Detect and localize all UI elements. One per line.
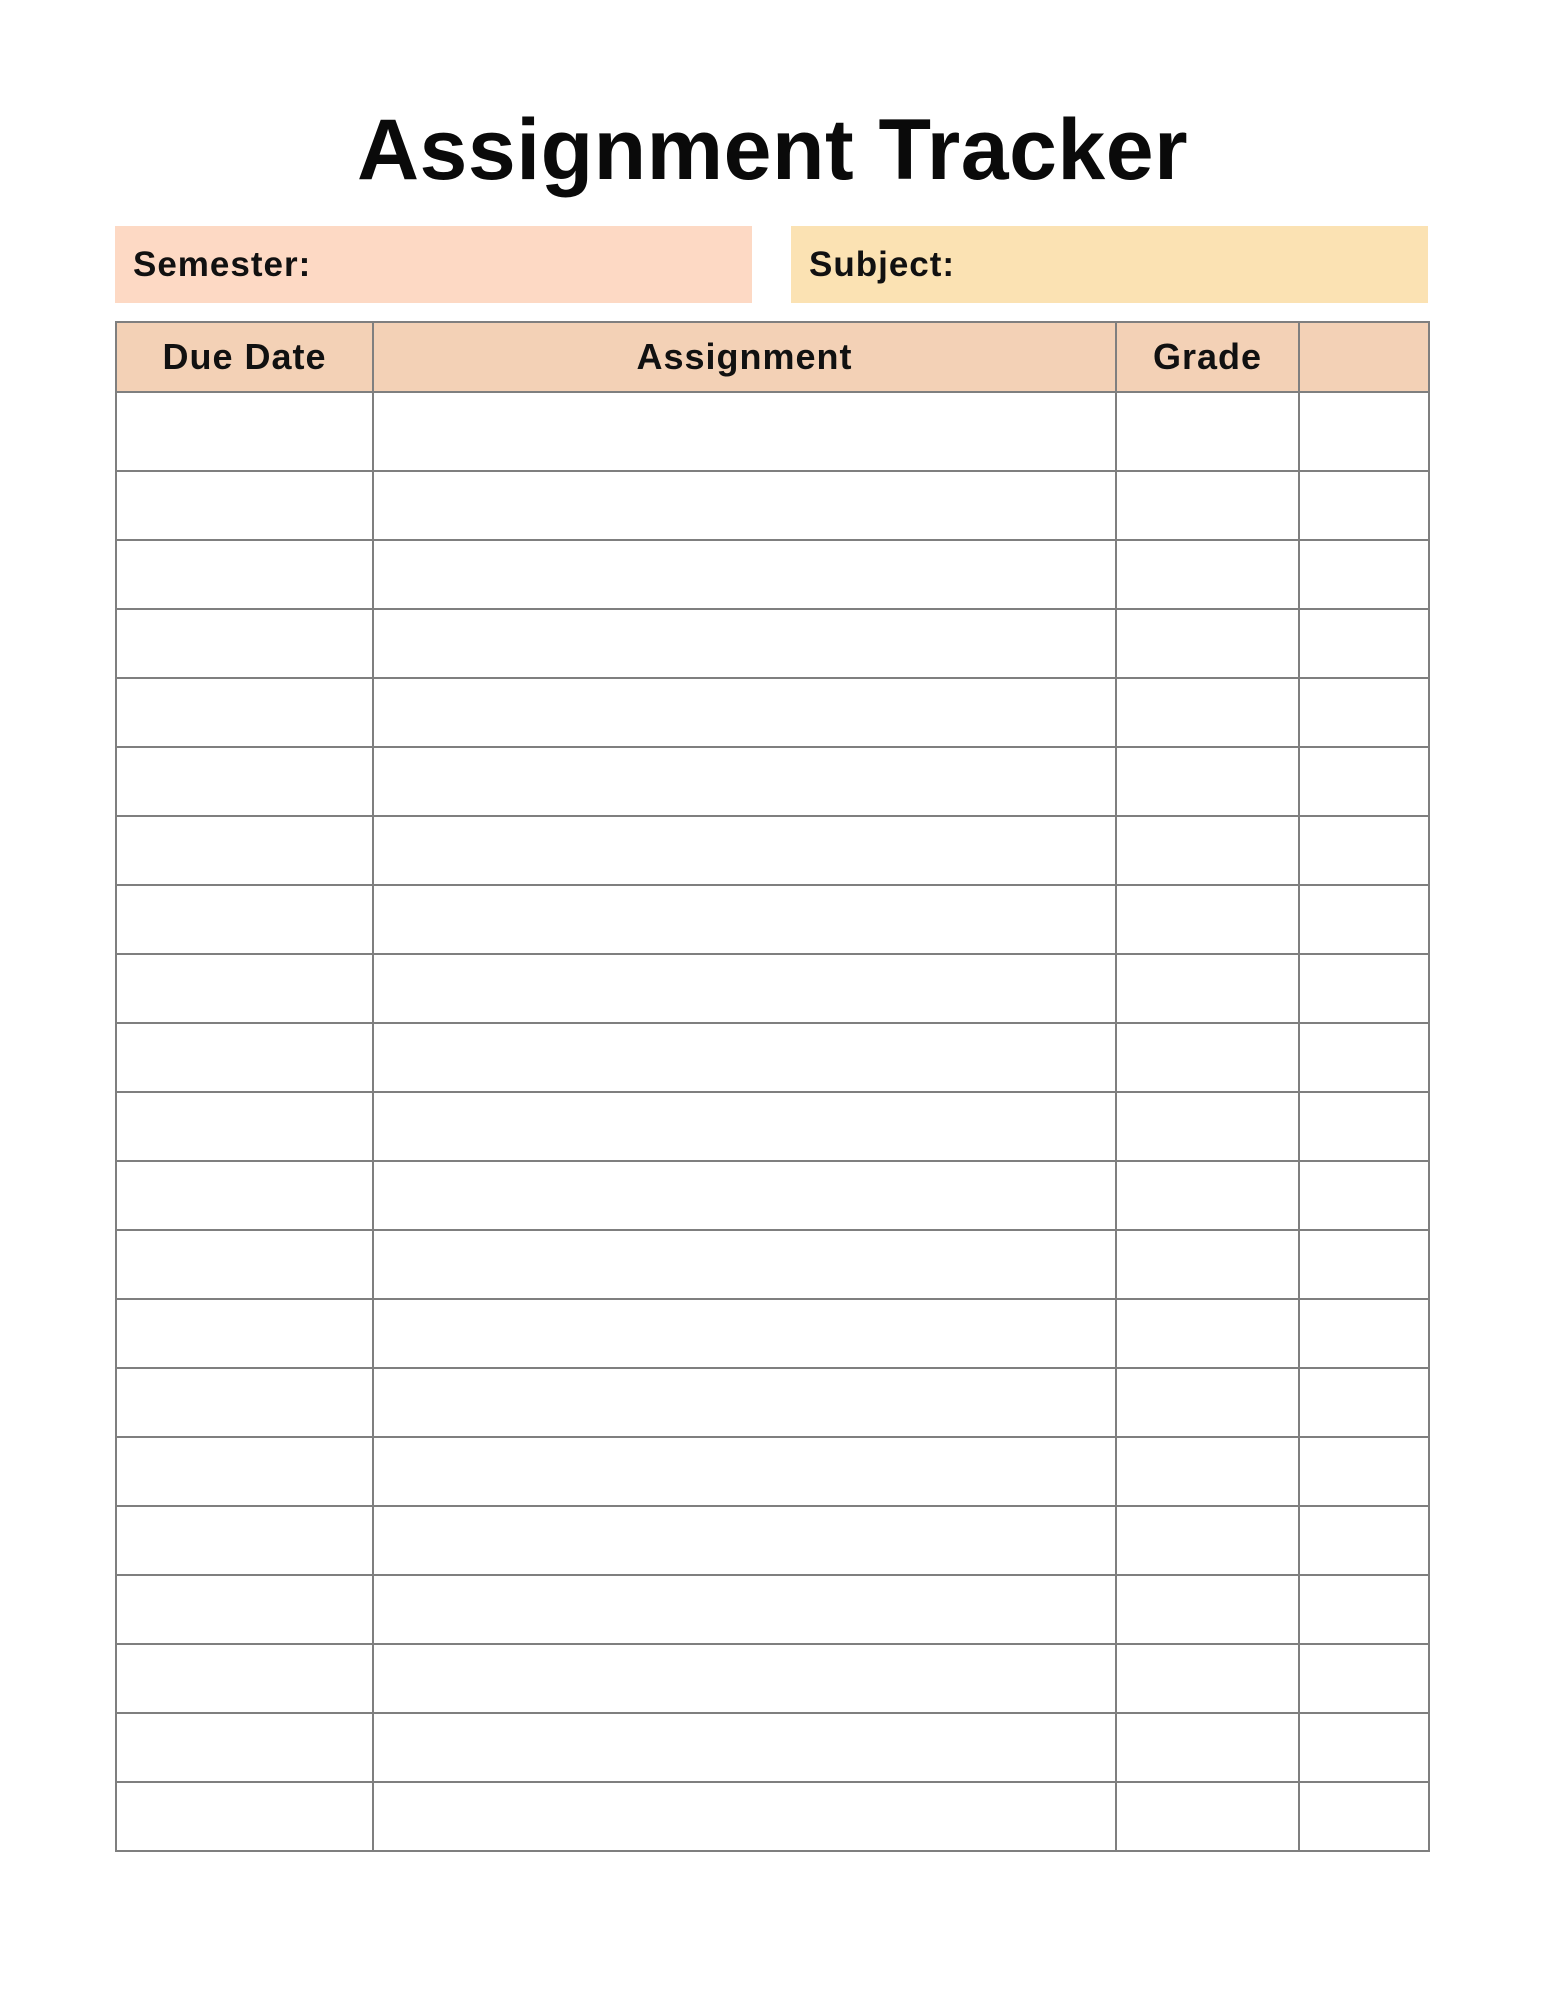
assignment-cell[interactable] <box>373 1506 1116 1575</box>
due-date-cell[interactable] <box>116 471 373 540</box>
extra-cell[interactable] <box>1299 1713 1429 1782</box>
table-row <box>116 1092 1429 1161</box>
grade-cell[interactable] <box>1116 1644 1299 1713</box>
table-row <box>116 678 1429 747</box>
due-date-cell[interactable] <box>116 885 373 954</box>
header-grade: Grade <box>1116 322 1299 392</box>
extra-cell[interactable] <box>1299 1644 1429 1713</box>
extra-cell[interactable] <box>1299 1299 1429 1368</box>
semester-value[interactable] <box>311 226 752 303</box>
grade-cell[interactable] <box>1116 1437 1299 1506</box>
extra-cell[interactable] <box>1299 540 1429 609</box>
grade-cell[interactable] <box>1116 609 1299 678</box>
header-due-date: Due Date <box>116 322 373 392</box>
grade-cell[interactable] <box>1116 1575 1299 1644</box>
table-row <box>116 816 1429 885</box>
grade-cell[interactable] <box>1116 1782 1299 1851</box>
extra-cell[interactable] <box>1299 747 1429 816</box>
assignment-cell[interactable] <box>373 678 1116 747</box>
table-row <box>116 1023 1429 1092</box>
assignment-cell[interactable] <box>373 392 1116 471</box>
grade-cell[interactable] <box>1116 471 1299 540</box>
assignment-cell[interactable] <box>373 1230 1116 1299</box>
grade-cell[interactable] <box>1116 1713 1299 1782</box>
assignment-cell[interactable] <box>373 747 1116 816</box>
due-date-cell[interactable] <box>116 1368 373 1437</box>
due-date-cell[interactable] <box>116 1299 373 1368</box>
page-title: Assignment Tracker <box>356 102 1189 198</box>
table-row <box>116 1230 1429 1299</box>
due-date-cell[interactable] <box>116 1437 373 1506</box>
extra-cell[interactable] <box>1299 1230 1429 1299</box>
table-row <box>116 1644 1429 1713</box>
semester-label: Semester: <box>133 244 312 284</box>
extra-cell[interactable] <box>1299 609 1429 678</box>
extra-cell[interactable] <box>1299 1368 1429 1437</box>
assignment-cell[interactable] <box>373 1023 1116 1092</box>
extra-cell[interactable] <box>1299 1506 1429 1575</box>
assignment-cell[interactable] <box>373 1437 1116 1506</box>
assignment-cell[interactable] <box>373 1644 1116 1713</box>
table-row <box>116 1506 1429 1575</box>
assignment-cell[interactable] <box>373 1368 1116 1437</box>
due-date-cell[interactable] <box>116 816 373 885</box>
subject-value[interactable] <box>955 226 1428 303</box>
grade-cell[interactable] <box>1116 1092 1299 1161</box>
extra-cell[interactable] <box>1299 1575 1429 1644</box>
due-date-cell[interactable] <box>116 954 373 1023</box>
assignment-cell[interactable] <box>373 1575 1116 1644</box>
grade-cell[interactable] <box>1116 392 1299 471</box>
assignment-cell[interactable] <box>373 1782 1116 1851</box>
extra-cell[interactable] <box>1299 954 1429 1023</box>
due-date-cell[interactable] <box>116 1161 373 1230</box>
table-row <box>116 1437 1429 1506</box>
assignment-cell[interactable] <box>373 1161 1116 1230</box>
extra-cell[interactable] <box>1299 885 1429 954</box>
table-row <box>116 1782 1429 1851</box>
due-date-cell[interactable] <box>116 1506 373 1575</box>
table-body <box>116 392 1429 1851</box>
table-row <box>116 1368 1429 1437</box>
header-extra <box>1299 322 1429 392</box>
table-row <box>116 885 1429 954</box>
due-date-cell[interactable] <box>116 392 373 471</box>
table-row <box>116 471 1429 540</box>
table-row <box>116 1161 1429 1230</box>
grade-cell[interactable] <box>1116 1368 1299 1437</box>
extra-cell[interactable] <box>1299 816 1429 885</box>
header-assignment: Assignment <box>373 322 1116 392</box>
extra-cell[interactable] <box>1299 678 1429 747</box>
table-header-row <box>116 322 1429 392</box>
semester-field[interactable] <box>115 226 752 303</box>
due-date-cell[interactable] <box>116 609 373 678</box>
table-row <box>116 747 1429 816</box>
table-row <box>116 1299 1429 1368</box>
grade-cell[interactable] <box>1116 540 1299 609</box>
table-row <box>116 954 1429 1023</box>
assignment-cell[interactable] <box>373 540 1116 609</box>
due-date-cell[interactable] <box>116 1230 373 1299</box>
due-date-cell[interactable] <box>116 1092 373 1161</box>
subject-label: Subject: <box>809 244 956 284</box>
assignment-cell[interactable] <box>373 1092 1116 1161</box>
table-row <box>116 1713 1429 1782</box>
grade-cell[interactable] <box>1116 1299 1299 1368</box>
assignment-cell[interactable] <box>373 816 1116 885</box>
subject-field[interactable] <box>791 226 1428 303</box>
due-date-cell[interactable] <box>116 1023 373 1092</box>
extra-cell[interactable] <box>1299 1023 1429 1092</box>
assignment-cell[interactable] <box>373 885 1116 954</box>
grade-cell[interactable] <box>1116 747 1299 816</box>
assignment-cell[interactable] <box>373 609 1116 678</box>
due-date-cell[interactable] <box>116 1713 373 1782</box>
table-row <box>116 392 1429 471</box>
due-date-cell[interactable] <box>116 747 373 816</box>
grade-cell[interactable] <box>1116 954 1299 1023</box>
table-row <box>116 540 1429 609</box>
grade-cell[interactable] <box>1116 1023 1299 1092</box>
due-date-cell[interactable] <box>116 1575 373 1644</box>
assignment-cell[interactable] <box>373 1299 1116 1368</box>
grade-cell[interactable] <box>1116 885 1299 954</box>
grade-cell[interactable] <box>1116 1161 1299 1230</box>
extra-cell[interactable] <box>1299 392 1429 471</box>
assignment-cell[interactable] <box>373 1713 1116 1782</box>
assignment-cell[interactable] <box>373 471 1116 540</box>
table-row <box>116 1575 1429 1644</box>
grade-cell[interactable] <box>1116 816 1299 885</box>
grade-cell[interactable] <box>1116 1506 1299 1575</box>
due-date-cell[interactable] <box>116 540 373 609</box>
grade-cell[interactable] <box>1116 678 1299 747</box>
extra-cell[interactable] <box>1299 1161 1429 1230</box>
extra-cell[interactable] <box>1299 1092 1429 1161</box>
extra-cell[interactable] <box>1299 1782 1429 1851</box>
grade-cell[interactable] <box>1116 1230 1299 1299</box>
due-date-cell[interactable] <box>116 1644 373 1713</box>
extra-cell[interactable] <box>1299 471 1429 540</box>
assignment-table <box>115 321 1430 1852</box>
due-date-cell[interactable] <box>116 678 373 747</box>
assignment-cell[interactable] <box>373 954 1116 1023</box>
due-date-cell[interactable] <box>116 1782 373 1851</box>
table-row <box>116 609 1429 678</box>
extra-cell[interactable] <box>1299 1437 1429 1506</box>
